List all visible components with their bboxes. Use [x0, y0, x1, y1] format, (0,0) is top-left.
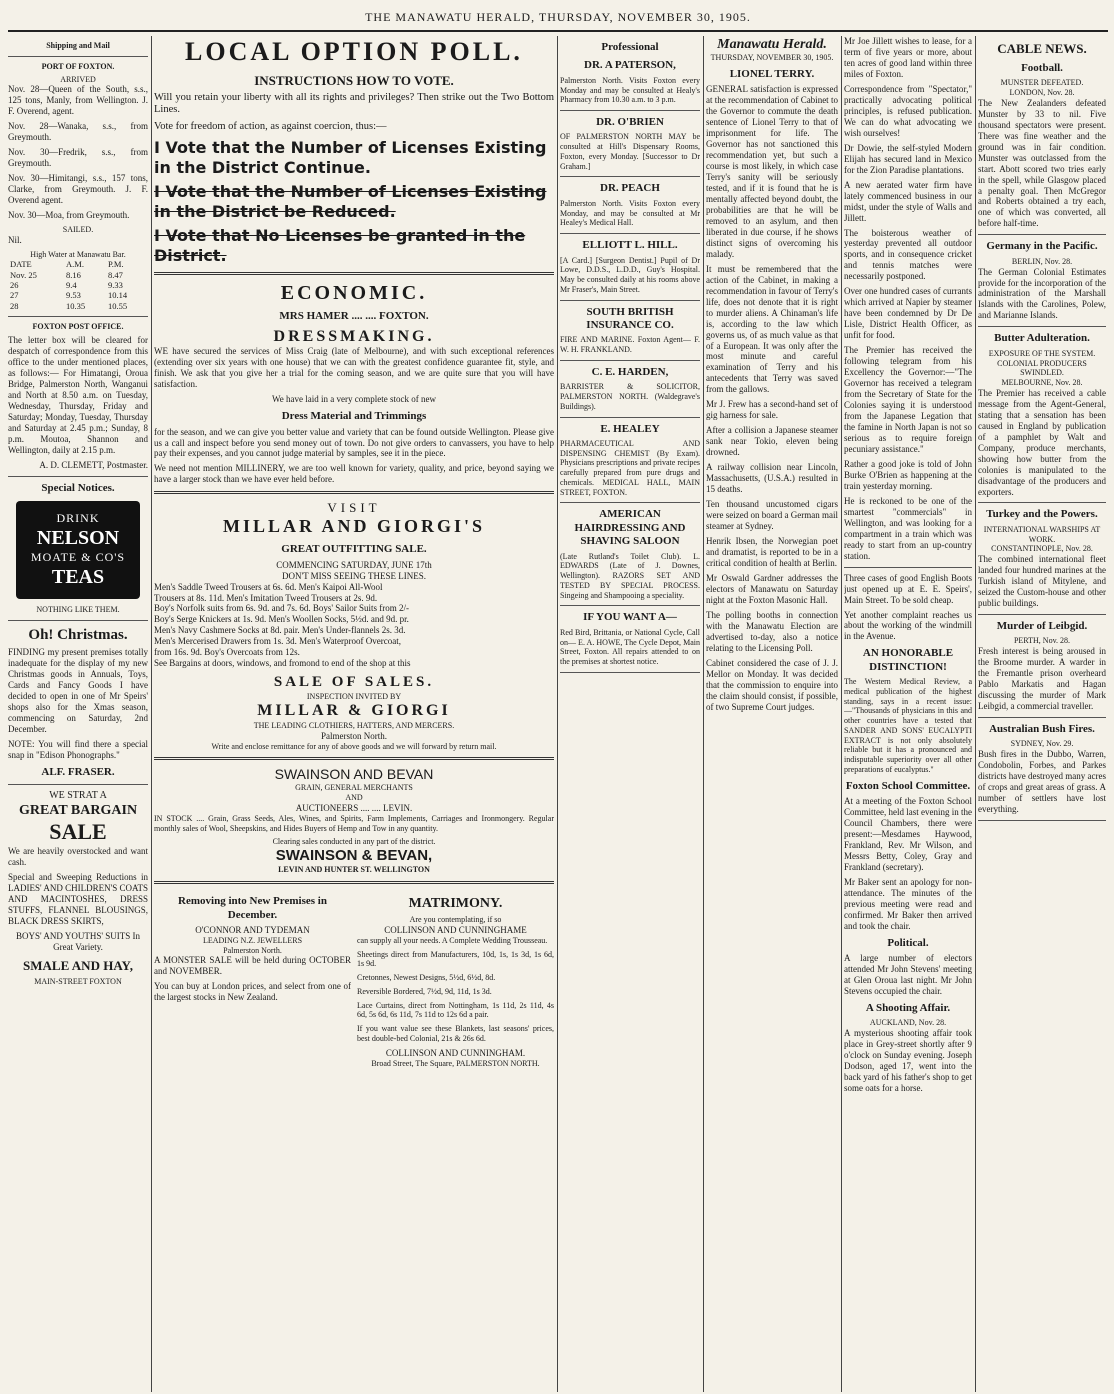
- dress-text: WE have secured the services of Miss Craig (late of Melbourne), and with such exceptional references (extending over six years with one house) that we can with the greatest confidence guarantee fit, style, and finish. We ask that you give her a trial for the coming season, and we are quite sure that you will have satisfaction.: [154, 346, 554, 390]
- school-text: At a meeting of the Foxton School Committee, held last evening in the Council Chambers, there were present:—Mesdames Haywood, Frankland, Rev. Mr Wilson, and Messrs Betty, Coley, Gray and Frankland (secretary).: [844, 796, 972, 872]
- divider: [8, 316, 148, 317]
- cable-section-title: Butter Adulteration.: [994, 332, 1090, 345]
- cable-section-text: The Premier has received a cable message from the Agent-General, stating that a sensation has been caused in England by publication of a pamphlet by Walt and Company, produce merchants, showing how butter from the colonies is manipulated to the disadvantage of the producers and exporters.: [978, 387, 1106, 497]
- local-paragraph: Mr Joe Jillett wishes to lease, for a term of five years or more, about ten acres of good land within three miles of Foxton.: [844, 36, 972, 79]
- tides-cell: 9.53: [66, 290, 81, 301]
- millar-trade: THE LEADING CLOTHIERS, HATTERS, AND MERCERS.: [253, 720, 455, 730]
- bargain-line: SALE: [49, 819, 107, 845]
- professional-card: [560, 239, 700, 300]
- cable-sections: [978, 62, 1106, 821]
- outfitting-title: GREAT OUTFITTING SALE.: [281, 543, 427, 556]
- millar-price-line: Trousers at 8s. 11d. Men's Imitation Tweed Trousers at 2s. 9d.: [154, 592, 378, 603]
- editorial-paragraph: Cabinet considered the case of J. J. Mellor on Monday. It was decided that the commission to enquire into the claim should consist, if possible, of two Supreme Court judges.: [706, 657, 838, 712]
- oconnor-name: O'CONNOR AND TYDEMAN: [195, 924, 310, 935]
- card-text: OF PALMERSTON NORTH MAY be consulted at Hill's Dispensary Rooms, Foxton, every Monday. [Successor to Dr Graham.]: [560, 132, 700, 171]
- divider: [560, 300, 700, 301]
- card-text: [A Card.] [Surgeon Dentist.] Pupil of Dr Lowe, D.D.S., L.D.D., Guy's Hospital. May be consulted daily at his rooms above Mr Fraser's, Main Street.: [560, 255, 700, 294]
- column-rule: [557, 36, 558, 1392]
- cable-section-text: Bush fires in the Dubbo, Warren, Condobolin, Forbes, and Parkes districts have destroyed many acres of crops and great areas of grass. A number of settlers have lost everything.: [978, 749, 1106, 814]
- dress-text-2: for the season, and we can give you better value and variety that can be found outside Wellington. Please give us a call and inspect before you send money out of town. Do not give orders to canvassers, you have to help pay their expenses, and you cannot judge material by samples, see it in the piece.: [154, 426, 554, 459]
- tides-header-cell: A.M.: [66, 259, 84, 270]
- swainson-and: AND: [345, 793, 363, 803]
- nelson-teas-logo: [16, 501, 140, 599]
- arrival-item: Nov. 30—Moa, from Greymouth.: [8, 209, 130, 220]
- cable-section-title: Australian Bush Fires.: [989, 722, 1095, 735]
- oconnor-ad: [154, 890, 351, 1068]
- card-text: FIRE AND MARINE. Foxton Agent— F. W. H. FRANKLAND.: [560, 335, 700, 355]
- column-professional: [560, 36, 700, 1392]
- arrival-item: Nov. 28—Queen of the South, s.s., 125 tons, Manly, from Wellington. J. F. Overend, agent.: [8, 84, 148, 117]
- cable-section-title: Murder of Leibgid.: [996, 619, 1088, 632]
- tides-cell: 8.16: [66, 269, 81, 280]
- millar-note: See Bargains at doors, windows, and fromond to end of the shop at this: [154, 658, 411, 669]
- bottom-ads: [154, 890, 554, 1068]
- paper-flag: Manawatu Herald.: [717, 37, 827, 52]
- tides-cell: 27: [10, 290, 19, 301]
- nelson-sub: MOATE & CO'S: [30, 549, 126, 564]
- millar-price-list: [154, 582, 554, 659]
- editorial-paragraphs: [706, 84, 838, 712]
- divider: [154, 272, 554, 275]
- political-title: Political.: [887, 936, 929, 949]
- professional-card: [560, 611, 700, 672]
- christmas-note: NOTE: You will find there a special snap in "Edison Phonographs.": [8, 738, 148, 760]
- card-text: Palmerston North. Visits Foxton every Monday and may be consulted at Healy's Pharmacy from 10.30 a.m. to 3 p.m.: [560, 75, 700, 105]
- card-text: (Late Rutland's Toilet Club). L. EDWARDS (Late of J. Downes, Wellington). RAZORS SET AND TESTED BY SPECIAL PROCESS. Singeing and Shampooing a speciality.: [560, 551, 700, 600]
- card-name: DR. PEACH: [600, 182, 660, 195]
- divider: [560, 360, 700, 361]
- bargain-line: GREAT BARGAIN: [18, 803, 138, 819]
- professional-cards: [560, 59, 700, 672]
- tides-header: [8, 259, 148, 269]
- professional-card: [560, 508, 700, 606]
- editorial-paragraph: It must be remembered that the action of the Cabinet, in making a recommendation in favour of Terry's life, does not denote that it is right to murder aliens. A Chinaman's life is, according to the law which governs us, of as much value as that of a European. It was only after the most minute and careful examination of Terry and his antecedents that Terry was saved from the gallows.: [706, 263, 838, 395]
- bargain-line: WE STRAT A: [49, 790, 107, 802]
- cable-section-title: Football.: [1021, 61, 1063, 74]
- local-paragraph: Over one hundred cases of currants which arrived at Napier by steamer have been condemned by Dr De Lisle, District Health Officer, as unfit for food.: [844, 286, 972, 341]
- divider: [154, 881, 554, 884]
- school-text-2: Mr Baker sent an apology for non-attendance. The minutes of the previous meeting were read and confirmed. Mr Baker then arrived and took the chair.: [844, 876, 972, 931]
- monster-text: You can buy at London prices, and select from one of the largest stocks in New Zealand.: [154, 981, 351, 1003]
- cable-section-text: The combined international fleet landed four hundred marines at the Turkish island of Mitylene, and seized the Custom-house and other public buildings.: [978, 554, 1106, 609]
- dont-miss: DON'T MISS SEEING THESE LINES.: [281, 570, 427, 581]
- card-name: C. E. HARDEN,: [591, 365, 669, 378]
- cable-section-title: Turkey and the Powers.: [986, 508, 1098, 521]
- nelson-tagline: NOTHING LIKE THEM.: [36, 604, 120, 614]
- cable-section-place: CONSTANTINOPLE, Nov. 28.: [991, 544, 1093, 554]
- divider: [978, 234, 1106, 235]
- editorial-paragraph: Mr J. Frew has a second-hand set of gig harness for sale.: [706, 399, 838, 421]
- tides-cell: 26: [10, 280, 19, 291]
- swainson-sig: SWAINSON & BEVAN,: [275, 847, 433, 865]
- shooting-text: A mysterious shooting affair took place in Grey-street shortly after 9 o'clock on Sunday evening. Joseph Dodson, aged 17, went into the back yard of his father's shop to get some oats for a horse.: [844, 1028, 972, 1094]
- matrimony-q: Are you contemplating, if so: [409, 915, 502, 925]
- poll-title: LOCAL OPTION POLL.: [185, 37, 523, 66]
- divider: [560, 502, 700, 503]
- tides-cell: 10.35: [66, 300, 86, 311]
- dressmaking-title: DRESSMAKING.: [273, 327, 435, 345]
- editorial-paragraph: A railway collision near Lincoln, Massachusetts, (U.S.A.) resulted in 15 deaths.: [706, 462, 838, 495]
- card-name: DR. O'BRIEN: [596, 116, 664, 129]
- matrimony-item: Reversible Bordered, 7½d, 9d, 11d, 1s 3d.: [357, 986, 492, 996]
- collinson-name: COLLINSON AND CUNNINGHAME: [384, 924, 527, 935]
- dress-materials: Dress Material and Trimmings: [281, 410, 427, 423]
- card-name: AMERICAN HAIRDRESSING AND SHAVING SALOON: [574, 508, 686, 548]
- local-paragraph: Yet another complaint reaches us about the working of the windmill in the Avenue.: [844, 609, 972, 642]
- swainson-auct: AUCTIONEERS .... .... LEVIN.: [295, 802, 413, 813]
- arrivals-list: [8, 84, 148, 221]
- tides-title: High Water at Manawatu Bar.: [30, 249, 126, 259]
- inspection-line: INSPECTION INVITED BY: [306, 691, 402, 701]
- dress-stock: We have laid in a very complete stock of new: [272, 394, 436, 405]
- swainson-title: SWAINSON AND BEVAN: [274, 766, 434, 783]
- tides-cell: 10.55: [107, 300, 128, 311]
- column-rule: [151, 36, 152, 1392]
- divider: [8, 620, 148, 621]
- matrimony-item: Sheetings direct from Manufacturers, 10d, 1s, 1s 3d, 1s 6d, 1s 9d.: [357, 949, 554, 969]
- cable-section-text: Fresh interest is being aroused in the Broome murder. A warder in the Fremantle prison overheard Pablo Markatis and Hagan discussing the murder of Mark Leibgid, a commercial traveller.: [978, 646, 1106, 711]
- poll-subtitle: INSTRUCTIONS HOW TO VOTE.: [254, 72, 454, 88]
- removing-title: Removing into New Premises in December.: [178, 895, 327, 921]
- column-rule: [975, 36, 976, 1392]
- shooting-place: AUCKLAND, Nov. 28.: [869, 1018, 947, 1028]
- dress-text-3: We need not mention MILLINERY, we are too well known for variety, quality, and price, beyond saying we have a larger stock than we have ever held before.: [154, 463, 554, 485]
- post-text: The letter box will be cleared for despatch of correspondence from this office to the under mentioned places, as follows:— For Himatangi, Oroua Bridge, Palmerston North, Wanganui and North at 8.50 a.m. on Tuesday, Wednesday, Thursday, Friday and Saturday; Monday, Tuesday, Thursday and Saturday at 2.45 p.m.; Sunday, 8 p.m. Moutoa, Shannon and Wellington, daily at 2.15 p.m.: [8, 334, 148, 455]
- port-title: PORT OF FOXTON.: [41, 61, 115, 71]
- millar-price-line: Men's Navy Cashmere Socks at 8d. pair. Men's Under-flannels 2s. 3d.: [154, 625, 406, 636]
- sailed-nil: Nil.: [8, 234, 22, 245]
- bargain-suits: BOYS' AND YOUTHS' SUITS In Great Variety.: [16, 931, 140, 952]
- divider: [154, 491, 554, 494]
- card-name: E. HEALEY: [600, 422, 660, 435]
- matrimony-item: Cretonnes, Newest Designs, 5½d, 6½d, 8d.: [357, 973, 496, 983]
- cable-section-place: MELBOURNE, Nov. 28.: [1001, 378, 1083, 388]
- political-text: A large number of electors attended Mr John Stevens' meeting at Glen Oroua last night. Mr John Stevens occupied the chair.: [844, 953, 972, 997]
- economic-title: ECONOMIC.: [280, 281, 428, 304]
- editorial-paragraph: Ten thousand uncustomed cigars were seized on board a German mail steamer at Sydney.: [706, 499, 838, 532]
- professional-title: Professional: [601, 41, 659, 53]
- distinction-text: The Western Medical Review, a medical publication of the highest standing, says in a recent issue:—"Thousands of physicians in this and other countries have a tested that SANDER AND SONS' EUCALYPTI EXTRACT is not only absolutely reliable but it has a pronounced and indisputable superiority over all other preparations of eucalyptus.": [844, 677, 972, 774]
- tides-row: [8, 301, 148, 311]
- card-text: Palmerston North. Visits Foxton every Monday, and may be consulted at Mr Healey's Medical Hall.: [560, 198, 700, 228]
- local-paragraph: He is reckoned to be one of the smartest "commercials" in Wellington, and was looking for a compartment in a train which was ready to start from an up-country station.: [844, 495, 972, 561]
- economic-line: MRS HAMER .... .... FOXTON.: [279, 310, 429, 323]
- editorial-paragraph: The polling booths in connection with the Manawatu Election are advertised to-day, also a notice relating to the Licensing Poll.: [706, 609, 838, 653]
- divider: [844, 567, 972, 568]
- arrival-item: Nov. 30—Fredrik, s.s., from Greymouth.: [8, 147, 148, 169]
- christmas-text: FINDING my present premises totally inadequate for the display of my new Christmas goods in Annuals, Toys, Cards and Fancy Goods I have decided to open in one of Mr Speirs' shops also for the Xmas season, commencing on Saturday, 2nd December.: [8, 647, 148, 734]
- cable-section-sub: EXPOSURE OF THE SYSTEM. COLONIAL PRODUCERS SWINDLED.: [988, 348, 1096, 378]
- masthead: THE MANAWATU HERALD, THURSDAY, NOVEMBER 30, 1905.: [8, 6, 1108, 32]
- divider: [978, 614, 1106, 615]
- tides-body: [8, 270, 148, 311]
- divider: [560, 233, 700, 234]
- swainson-clear: Clearing sales conducted in any part of the district.: [272, 837, 436, 847]
- card-text: PHARMACEUTICAL AND DISPENSING CHEMIST (By Exam). Physicians prescriptions and private recipes carefully prepared from pure drugs and chemicals. MEDICAL HALL, MAIN STREET, FOXTON.: [560, 438, 700, 497]
- matrimony-title: MATRIMONY.: [408, 896, 503, 912]
- tides-table: [8, 259, 148, 311]
- nelson-teas: TEAS: [51, 565, 105, 588]
- millar-town: Palmerston North.: [321, 730, 387, 741]
- matrimony-text: can supply all your needs. A Complete Wedding Trousseau.: [357, 935, 548, 945]
- arrived-label: ARRIVED: [60, 74, 96, 84]
- columns: [8, 36, 1108, 1394]
- oconnor-sub: LEADING N.Z. JEWELLERS: [202, 935, 303, 945]
- millar-price-line: Boy's Serge Knickers at 1s. 9d. Men's Woollen Socks, 5½d. and 9d. pr.: [154, 614, 409, 625]
- nelson-brand: NELSON: [36, 526, 120, 549]
- column-rule: [841, 36, 842, 1392]
- tides-row: [8, 290, 148, 300]
- postmaster-sig: A. D. CLEMETT, Postmaster.: [39, 459, 148, 470]
- cable-section-text: The New Zealanders defeated Munster by 33 to nil. Five thousand spectators were present. There was fine weather and the ground was in fair condition. Munster was outclassed from the start. Abott scored two tries early in the spell, while Glasgow placed a penalty goal. Then McGregor and Roberts obtained a try each, one of which was converted, all before half-time.: [978, 97, 1106, 229]
- tides-header-cell: P.M.: [107, 259, 124, 270]
- vote-line-continue: I Vote that the Number of Licenses Existing in the District Continue.: [154, 137, 547, 177]
- local-paragraph: Correspondence from "Spectator," practically advocating political principles, is refused publication. We can do what advocating we wish ourselves!: [844, 83, 972, 138]
- cable-section-title: Germany in the Pacific.: [986, 240, 1098, 253]
- christmas-sig: ALF. FRASER.: [41, 765, 115, 778]
- divider: [560, 605, 700, 606]
- millar-remit: Write and enclose remittance for any of above goods and we will forward by return mail.: [211, 741, 497, 751]
- special-title: Special Notices.: [41, 481, 115, 494]
- school-title: Foxton School Committee.: [845, 779, 971, 792]
- poll-question-2: Vote for freedom of action, as against coercion, thus:—: [154, 121, 387, 133]
- millar-price-line: from 16s. 9d. Boy's Overcoats from 12s.: [154, 647, 300, 658]
- swainson-addr: LEVIN AND HUNTER ST. WELLINGTON: [278, 865, 430, 875]
- millar-title: MILLAR AND GIORGI'S: [222, 516, 486, 537]
- divider: [8, 476, 148, 477]
- cable-section-sub: MUNSTER DEFEATED.: [1000, 78, 1084, 88]
- tides-cell: 10.14: [107, 290, 128, 301]
- cable-section-place: PERTH, Nov. 28.: [1013, 636, 1071, 646]
- bargain-heading: [8, 790, 148, 846]
- bargain-items: Special and Sweeping Reductions in LADIES' AND CHILDREN'S COATS AND MACINTOSHES, DRESS STUFFS, FLANNEL BLOUSINGS, BLACK DRESS SKIRTS,: [8, 872, 148, 927]
- local-paragraph: A new aerated water firm have lately commenced business in our midst, under the style of Walls and Jillett.: [844, 179, 972, 223]
- tides-row: [8, 270, 148, 280]
- bargain-text: We are heavily overstocked and want cash.: [8, 846, 148, 868]
- tides-row: [8, 280, 148, 290]
- shipping-title: Shipping and Mail: [46, 41, 110, 50]
- column-locals: [844, 36, 972, 1392]
- local-paragraph: The Premier has received the following telegram from his Excellency the Governor:—"The Governor has received a telegram from the Secretary of State for the Colonies saying it is understood from the Japanese Legation that the famine in North Japan is not so serious as to require foreign pecuniary assistance.": [844, 345, 972, 454]
- divider: [978, 820, 1106, 821]
- swainson-trade: GRAIN, GENERAL MERCHANTS: [295, 783, 413, 793]
- professional-card: [560, 182, 700, 234]
- professional-card: [560, 366, 700, 418]
- professional-card: [560, 423, 700, 504]
- cable-section-place: BERLIN, Nov. 28.: [1011, 256, 1073, 266]
- editorial-paragraph: GENERAL satisfaction is expressed at the recommendation of Cabinet to the Governor to commute the death sentence of Lionel Terry to that of imprisonment for life. The Governor has not sanctioned this recommendation yet, but such a course is most likely, in which case Terry's sanity will be seriously tested, and if it is found that he is mentally affected beyond doubt, the probabilities are that he will be removed to an asylum, and then liberated in due course, if he shows distinct signs of overcoming his malady.: [706, 84, 838, 259]
- editorial-paragraph: After a collision a Japanese steamer sank near Tokio, eleven being drowned.: [706, 425, 838, 458]
- nelson-drink: DRINK: [56, 510, 100, 525]
- millar-price-line: Men's Saddle Tweed Trousers at 6s. 6d. Men's Kaipoi All-Wool: [154, 581, 383, 592]
- poll-question: Will you retain your liberty with all its rights and privileges? Then strike out the Two Bottom Lines.: [154, 91, 554, 116]
- matrimony-ad: [357, 890, 554, 1068]
- column-rule: [703, 36, 704, 1392]
- cable-section-sub: INTERNATIONAL WARSHIPS AT WORK.: [983, 524, 1101, 544]
- arrival-item: Nov. 30—Himitangi, s.s., 157 tons, Clarke, from Greymouth. J. F. Overend agent.: [8, 173, 148, 205]
- matrimony-item: Lace Curtains, direct from Nottingham, 1s 11d, 2s 11d, 4s 6d, 5s 6d, 6s 11d, 7s 11d to 12s 6d a pair.: [357, 1000, 554, 1020]
- card-text: BARRISTER & SOLICITOR, PALMERSTON NORTH. (Waldegrave's Buildings).: [560, 382, 700, 411]
- post-title: FOXTON POST OFFICE.: [32, 322, 124, 332]
- paper-date: THURSDAY, NOVEMBER 30, 1905.: [710, 53, 834, 63]
- cable-section-text: The German Colonial Estimates provide for the incorporation of the administration of the Marshall Islands with the Carolines, Polew, and Marianne Islands.: [978, 266, 1106, 321]
- divider: [154, 757, 554, 760]
- column-ads: [154, 36, 554, 1392]
- tides-cell: 9.33: [107, 280, 123, 291]
- professional-card: [560, 116, 700, 177]
- column-editorial: [706, 36, 838, 1392]
- column-cable: [978, 36, 1106, 1392]
- local-paragraph: Rather a good joke is told of John Burke O'Brien as happening at the train yesterday morning.: [844, 458, 972, 491]
- card-name: DR. A PATERSON,: [584, 59, 676, 72]
- tides-cell: 9.4: [66, 280, 77, 291]
- card-name: SOUTH BRITISH INSURANCE CO.: [586, 305, 674, 331]
- matrimony-addr: Broad Street, The Square, PALMERSTON NORTH.: [371, 1058, 540, 1068]
- swainson-stock: IN STOCK .... Grain, Grass Seeds, Ales, Wines, and Spirits, Farm Implements, Carriages and Ironmongery. Regular monthly sales of Wool, Sheepskins, and Hides Buyers of Hemp and Tow in any quantity.: [154, 813, 554, 833]
- card-name: ELLIOTT L. HILL.: [582, 239, 678, 252]
- bargain-addr: MAIN-STREET FOXTON: [34, 976, 122, 986]
- tides-header-cell: DATE: [10, 259, 32, 270]
- professional-card: [560, 59, 700, 111]
- oconnor-town: Palmerston North.: [223, 945, 282, 955]
- tides-cell: 8.47: [107, 269, 123, 280]
- divider: [978, 326, 1106, 327]
- divider: [8, 784, 148, 785]
- professional-card: [560, 306, 700, 361]
- sailed-label: SAILED.: [62, 224, 94, 234]
- card-text: Red Bird, Brittania, or National Cycle, Call on— E. A. HOWE, The Cycle Depot, Main Street, Foxton. All repairs attended to on the premises at shortest notice.: [560, 627, 700, 667]
- card-name: IF YOU WANT A—: [583, 611, 677, 624]
- matrimony-sig: COLLINSON AND CUNNINGHAM.: [385, 1047, 526, 1058]
- column-shipping: [8, 36, 148, 1392]
- divider: [978, 717, 1106, 718]
- distinction-title: AN HONORABLE DISTINCTION!: [862, 647, 954, 673]
- vote-line-reduced: I Vote that the Number of Licenses Existing in the District be Reduced.: [154, 181, 547, 221]
- matrimony-items: [357, 950, 554, 1044]
- editorial-paragraph: Henrik Ibsen, the Norwegian poet and dramatist, is reported to be in a critical condition of health at Berlin.: [706, 536, 838, 568]
- tides-cell: Nov. 25: [10, 269, 37, 280]
- shooting-title: A Shooting Affair.: [865, 1002, 951, 1015]
- local-paragraphs: [844, 36, 972, 1094]
- arrival-item: Nov. 28—Wanaka, s.s., from Greymouth.: [8, 121, 148, 143]
- divider: [978, 502, 1106, 503]
- millar-price-line: Men's Mercerised Drawers from 1s. 3d. Men's Waterproof Overcoat,: [154, 636, 402, 647]
- bargain-sig: SMALE AND HAY,: [23, 957, 133, 973]
- divider: [560, 672, 700, 673]
- sale-of-sales: SALE OF SALES.: [273, 674, 435, 691]
- matrimony-item: If you want value see these Blankets, last seasons' prices, best double-bed Colonial, 21s & 26s 6d.: [357, 1024, 554, 1043]
- divider: [560, 176, 700, 177]
- vote-line-no-license: I Vote that No Licenses be granted in the District.: [154, 225, 526, 265]
- commencing: COMMENCING SATURDAY, JUNE 17th: [276, 559, 432, 570]
- monster-sale: A MONSTER SALE will be held during OCTOBER and NOVEMBER.: [154, 955, 351, 977]
- divider: [8, 56, 148, 57]
- local-paragraph: Three cases of good English Boots just opened up at E. E. Speirs', Main Street. To be sold cheap.: [844, 572, 972, 605]
- divider: [560, 110, 700, 111]
- editorial-paragraph: Mr Oswald Gardner addresses the electors of Manawatu on Saturday night at the Foxton Masonic Hall.: [706, 572, 838, 605]
- local-paragraph: Dr Dowie, the self-styled Modern Elijah has secured land in Mexico for the Zion Paradise plantations.: [844, 142, 972, 175]
- millar-sig: MILLAR & GIORGI: [257, 702, 451, 720]
- tides-cell: 28: [10, 300, 19, 311]
- christmas-title: Oh! Christmas.: [28, 626, 128, 643]
- cable-section-place: SYDNEY, Nov. 29.: [1010, 739, 1074, 749]
- divider: [560, 417, 700, 418]
- millar-price-line: Boy's Norfolk suits from 6s. 9d. and 7s. 6d. Boys' Sailor Suits from 2/-: [154, 603, 409, 614]
- local-paragraph: The boisterous weather of yesterday prevented all outdoor sports, and in consequence cricket and tennis matches were necessarily postponed.: [844, 227, 972, 282]
- cable-section-place: LONDON, Nov. 28.: [1009, 88, 1075, 98]
- visit-label: VISIT: [327, 500, 381, 516]
- cable-title: CABLE NEWS.: [997, 41, 1087, 56]
- lead-title: LIONEL TERRY.: [729, 67, 815, 80]
